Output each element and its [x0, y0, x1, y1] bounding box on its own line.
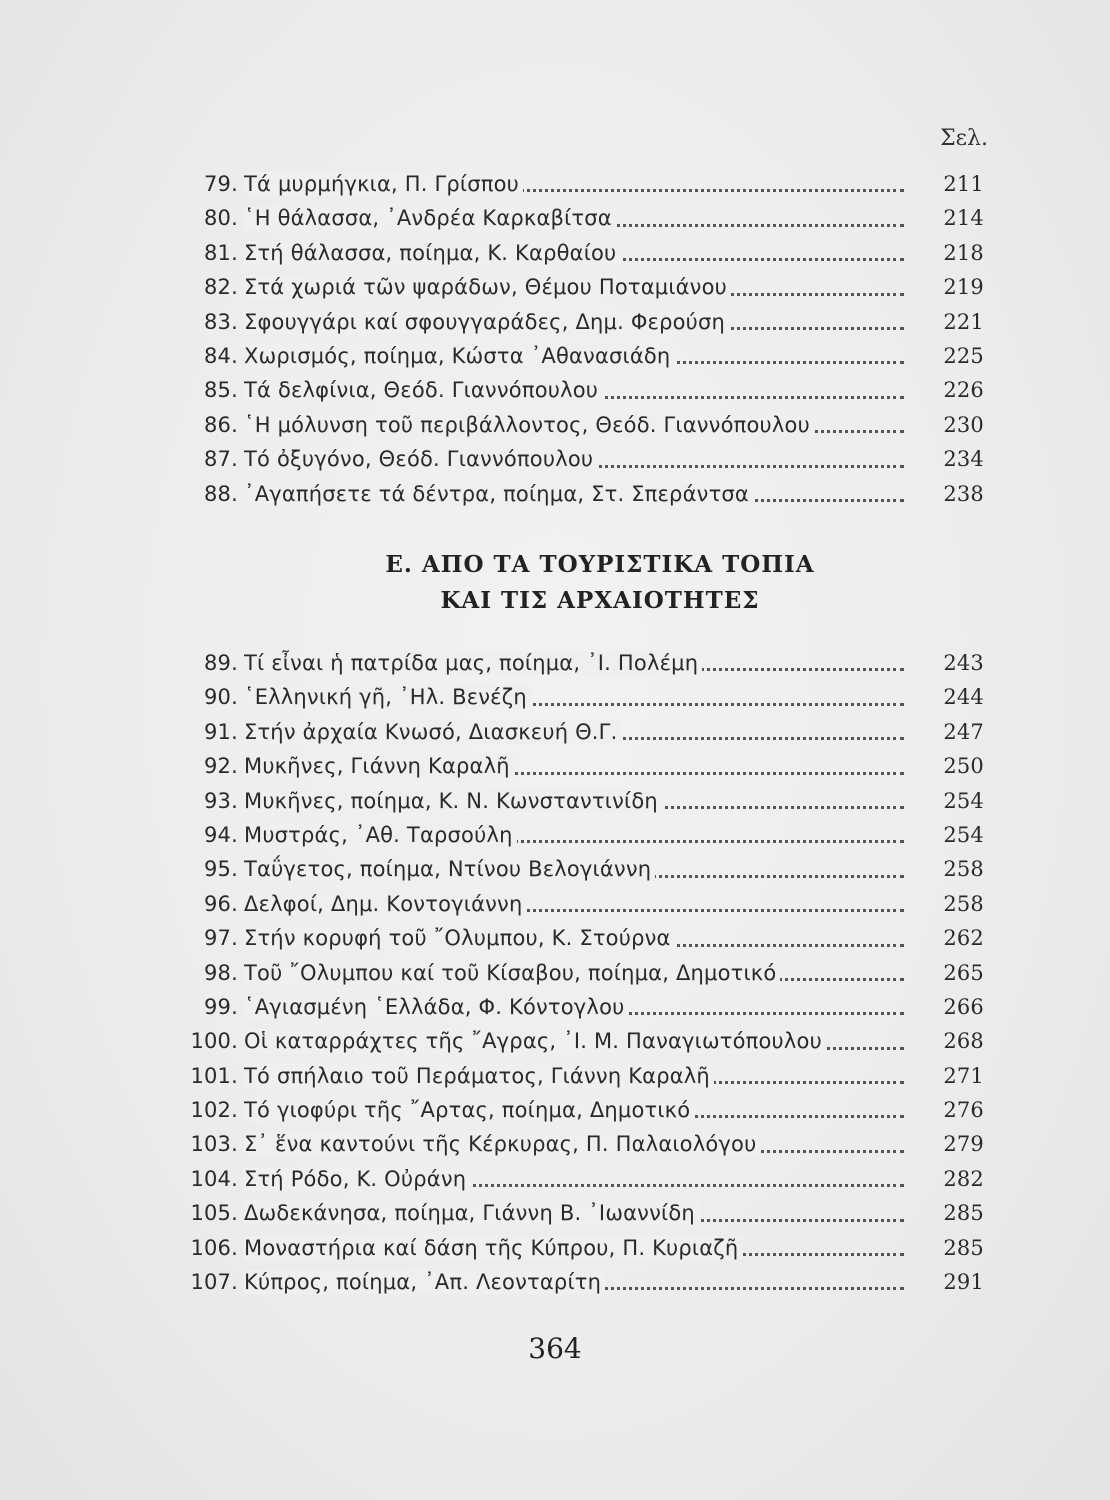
entry-page: 268 [943, 1029, 984, 1054]
entry-title: Μοναστήρια καί δάση τῆς Κύπρου, Π. Κυριαζῆ [244, 1236, 742, 1260]
entry-page: 285 [943, 1201, 984, 1226]
entry-title-wrap [244, 1059, 904, 1093]
entry-title: Τά δελφίνια, Θεόδ. Γιαννόπουλου [244, 378, 602, 402]
entry-page: 276 [943, 1098, 984, 1123]
entry-title: Μυκῆνες, Γιάννη Καραλῆ [244, 754, 514, 778]
entry-title: Μυκῆνες, ποίημα, Κ. Ν. Κωνσταντινίδη [244, 789, 662, 813]
entry-title-wrap [244, 270, 904, 304]
toc-entry [170, 408, 990, 442]
toc-entry [170, 373, 990, 407]
toc-entry [170, 646, 990, 680]
entry-page: 279 [943, 1132, 984, 1157]
entry-page: 218 [943, 240, 984, 265]
entry-number: 92. [204, 754, 238, 779]
toc-entry [170, 305, 990, 339]
entry-number: 84. [204, 343, 238, 368]
toc-entry [170, 1059, 990, 1093]
entry-title-wrap [244, 339, 904, 373]
entry-page: 254 [943, 788, 984, 813]
entry-page: 230 [943, 412, 984, 437]
toc-entry [170, 339, 990, 373]
entry-number: 96. [204, 891, 238, 916]
entry-page: 285 [943, 1235, 984, 1260]
toc-entry [170, 852, 990, 886]
toc-entry [170, 921, 990, 955]
entry-title-wrap [244, 167, 904, 201]
toc-entry [170, 442, 990, 476]
entry-title: Χωρισμός, ποίημα, Κώστα ᾿Αθανασιάδη [244, 344, 674, 368]
toc-entry [170, 1162, 990, 1196]
toc-entry [170, 887, 990, 921]
entry-title: ῾Η μόλυνση τοῦ περιβάλλοντος, Θεόδ. Γιαννόπουλου [244, 413, 814, 437]
entry-title: ᾿Αγαπήσετε τά δέντρα, ποίημα, Στ. Σπεράντσα [244, 482, 753, 506]
entry-title: Στή Ρόδο, Κ. Οὐράνη [244, 1167, 470, 1191]
entry-number: 98. [204, 960, 238, 985]
toc-entry [170, 1127, 990, 1161]
entry-number: 89. [204, 651, 238, 675]
entry-title: Τά μυρμήγκια, Π. Γρίσπου [244, 172, 523, 196]
entry-title-wrap [244, 990, 904, 1024]
entry-title: Δωδεκάνησα, ποίημα, Γιάννη Β. ᾿Ιωαννίδη [244, 1201, 699, 1225]
entry-number: 107. [190, 1270, 238, 1295]
entry-number: 91. [204, 719, 238, 744]
entry-number: 83. [204, 309, 238, 334]
entry-title: Μυστράς, ᾿Αθ. Ταρσούλη [244, 823, 517, 847]
entry-page: 282 [943, 1166, 984, 1191]
entry-title: Στή θάλασσα, ποίημα, Κ. Καρθαίου [244, 241, 620, 265]
entry-number: 88. [204, 481, 238, 506]
entry-number: 82. [204, 275, 238, 300]
entry-title: Κύπρος, ποίημα, ᾿Απ. Λεονταρίτη [244, 1270, 605, 1294]
entry-title-wrap [244, 784, 904, 818]
toc-entry [170, 715, 990, 749]
entry-number: 97. [204, 926, 238, 951]
entry-title-wrap [244, 1196, 904, 1230]
entry-page: 243 [943, 651, 984, 675]
entry-number: 81. [204, 240, 238, 265]
entry-number: 85. [204, 378, 238, 403]
entry-number: 95. [204, 857, 238, 882]
entry-title: Στήν ἀρχαία Κνωσό, Διασκευή Θ.Γ. [244, 720, 621, 744]
entry-title: Στήν κορυφή τοῦ ῎Ολυμπου, Κ. Στούρνα [244, 926, 675, 950]
toc-list-section-d [170, 167, 990, 511]
entry-number: 94. [204, 822, 238, 847]
entry-title-wrap [244, 1162, 904, 1196]
entry-title: Δελφοί, Δημ. Κοντογιάννη [244, 892, 526, 916]
entry-page: 271 [943, 1063, 984, 1088]
entry-number: 105. [190, 1201, 238, 1226]
entry-title: Ταΰγετος, ποίημα, Ντίνου Βελογιάννη [244, 857, 655, 881]
entry-page: 211 [943, 172, 984, 196]
entry-title: Τό ὀξυγόνο, Θεόδ. Γιαννόπουλου [244, 447, 597, 471]
entry-title-wrap [244, 818, 904, 852]
entry-title-wrap [244, 921, 904, 955]
section-e-title-line2: ΚΑΙ ΤΙΣ ΑΡΧΑΙΟΤΗΤΕΣ [440, 587, 760, 614]
entry-title-wrap [244, 201, 904, 235]
entry-page: 244 [943, 685, 984, 710]
entry-page: 266 [943, 994, 984, 1019]
entry-title-wrap [244, 956, 904, 990]
entry-number: 102. [190, 1098, 238, 1123]
toc-entry [170, 1093, 990, 1127]
entry-title: Σ᾿ ἕνα καντούνι τῆς Κέρκυρας, Π. Παλαιολόγου [244, 1132, 760, 1156]
entry-title: Τί εἶναι ἡ πατρίδα μας, ποίημα, ᾿Ι. Πολέμη [244, 651, 702, 675]
entry-title-wrap [244, 1265, 904, 1299]
toc-entry [170, 1024, 990, 1058]
entry-title-wrap [244, 887, 904, 921]
page-number: 364 [528, 1332, 582, 1365]
toc-entry [170, 818, 990, 852]
entry-number: 99. [204, 994, 238, 1019]
entry-title: Τό σπήλαιο τοῦ Περάματος, Γιάννη Καραλῆ [244, 1064, 714, 1088]
toc-entry [170, 990, 990, 1024]
entry-page: 254 [943, 822, 984, 847]
entry-number: 101. [190, 1063, 238, 1088]
entry-title-wrap [244, 715, 904, 749]
entry-page: 262 [943, 926, 984, 951]
entry-page: 258 [943, 891, 984, 916]
toc-entry [170, 1265, 990, 1299]
entry-title-wrap [244, 749, 904, 783]
entry-title-wrap [244, 477, 904, 511]
entry-page: 234 [943, 447, 984, 472]
toc-entry [170, 270, 990, 304]
entry-title-wrap [244, 373, 904, 407]
page-column-label: Σελ. [940, 126, 988, 151]
entry-title: ῾Ελληνική γῆ, ᾿Ηλ. Βενέζη [244, 685, 531, 709]
toc-entry [170, 236, 990, 270]
entry-page: 219 [943, 275, 984, 300]
toc-entry [170, 1196, 990, 1230]
toc-entry [170, 680, 990, 714]
toc-entry [170, 749, 990, 783]
entry-title: Τοῦ ῎Ολυμπου καί τοῦ Κίσαβου, ποίημα, Δημοτικό [244, 961, 780, 985]
entry-page: 250 [943, 754, 984, 779]
entry-page: 221 [943, 309, 984, 334]
toc-entry [170, 784, 990, 818]
entry-page: 226 [943, 378, 984, 403]
entry-page: 238 [943, 481, 984, 506]
entry-number: 93. [204, 788, 238, 813]
entry-number: 90. [204, 685, 238, 710]
entry-page: 247 [943, 719, 984, 744]
entry-number: 104. [190, 1166, 238, 1191]
entry-page: 225 [943, 343, 984, 368]
entry-title-wrap [244, 442, 904, 476]
entry-page: 214 [943, 206, 984, 231]
entry-number: 100. [190, 1029, 238, 1054]
entry-title-wrap [244, 646, 904, 680]
toc-entry [170, 1231, 990, 1265]
entry-title: Τό γιοφύρι τῆς ῎Αρτας, ποίημα, Δημοτικό [244, 1098, 694, 1122]
entry-title-wrap [244, 680, 904, 714]
entry-number: 86. [204, 412, 238, 437]
toc-entry [170, 477, 990, 511]
entry-page: 265 [943, 960, 984, 985]
entry-title: Σφουγγάρι καί σφουγγαράδες, Δημ. Φερούση [244, 310, 729, 334]
entry-title-wrap [244, 236, 904, 270]
entry-page: 258 [943, 857, 984, 882]
entry-page: 291 [943, 1270, 984, 1295]
entry-title-wrap [244, 408, 904, 442]
entry-title: Οἱ καταρράχτες τῆς ῎Αγρας, ᾿Ι. Μ. Παναγιωτόπουλου [244, 1029, 826, 1053]
entry-title: ῾Η θάλασσα, ᾿Ανδρέα Καρκαβίτσα [244, 206, 616, 230]
section-e-title-line1: Ε. ΑΠΟ ΤΑ ΤΟΥΡΙΣΤΙΚΑ ΤΟΠΙΑ [385, 551, 815, 578]
entry-title-wrap [244, 1231, 904, 1265]
toc-entry [170, 201, 990, 235]
entry-title-wrap [244, 852, 904, 886]
entry-number: 79. [204, 172, 238, 196]
entry-title-wrap [244, 305, 904, 339]
entry-title-wrap [244, 1093, 904, 1127]
toc-entry [170, 167, 990, 201]
entry-title: ῾Αγιασμένη ῾Ελλάδα, Φ. Κόντογλου [244, 995, 628, 1019]
entry-number: 103. [190, 1132, 238, 1157]
toc-list-section-e [170, 646, 990, 1299]
entry-title-wrap [244, 1024, 904, 1058]
toc-entry [170, 956, 990, 990]
entry-title: Στά χωριά τῶν ψαράδων, Θέμου Ποταμιάνου [244, 275, 731, 299]
entry-number: 87. [204, 447, 238, 472]
entry-number: 106. [190, 1235, 238, 1260]
entry-number: 80. [204, 206, 238, 231]
entry-title-wrap [244, 1127, 904, 1161]
